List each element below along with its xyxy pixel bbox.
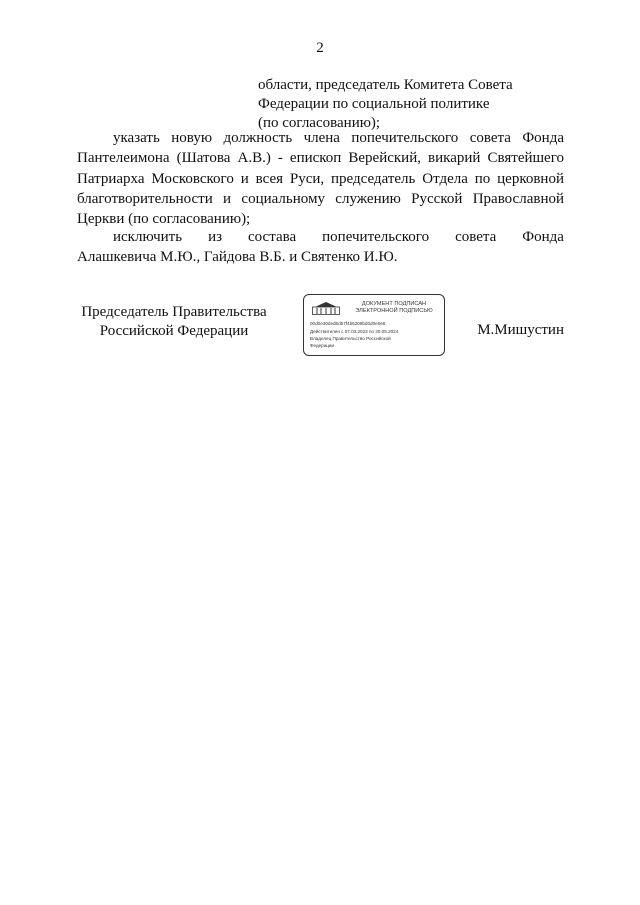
electronic-signature-stamp xyxy=(303,294,445,356)
paragraph-exclude-line-2: Алашкевича М.Ю., Гайдова В.Б. и Святенко И.Ю. xyxy=(77,249,398,266)
paragraph-exclude xyxy=(77,227,564,268)
stamp-owner: Владелец Правительство Российской xyxy=(310,336,391,341)
stamp-title-line-1: ДОКУМЕНТ ПОДПИСАН xyxy=(361,301,427,307)
word: попечительского xyxy=(322,229,430,245)
signer-title-line-2: Российской Федерации xyxy=(99,323,249,339)
paragraph-new-position: указать новую должность члена попечительского совета Фонда Пантелеимона (Шатова А.В.) - епископ Верейский, викарий Святейшего Патриарха Московского и всея Руси, председатель Отдела по церковной благотворительности и социальному служению Русской Православной Церкви (по согласованию); xyxy=(77,130,564,228)
word: из xyxy=(208,229,223,245)
word: Фонда xyxy=(522,229,564,245)
paragraph-exclude-line-1 xyxy=(77,227,564,247)
stamp-validity: Действителен с 07.03.2023 по 30.05.2024 xyxy=(310,329,399,334)
committee-line-3: (по согласованию); xyxy=(258,115,381,131)
word: совета xyxy=(455,229,497,245)
committee-continuation xyxy=(258,76,598,133)
stamp-certificate: 00d0e30ded6d57f4b6208bd0d0e0e6 xyxy=(310,321,386,326)
stamp-owner-line-2: Федерации xyxy=(310,343,335,348)
word: состава xyxy=(248,229,297,245)
committee-line-1: области, председатель Комитета Совета xyxy=(258,77,513,93)
building-emblem-icon xyxy=(312,301,340,315)
word: исключить xyxy=(113,229,183,245)
page-number: 2 xyxy=(316,40,324,56)
stamp-title xyxy=(344,301,444,315)
signer-title-line-1: Председатель Правительства xyxy=(81,304,267,320)
signer-name: М.Мишустин xyxy=(477,322,564,338)
signer-title xyxy=(80,303,268,341)
committee-line-2: Федерации по социальной политике xyxy=(258,96,490,112)
stamp-title-line-2: ЭЛЕКТРОННОЙ ПОДПИСЬЮ xyxy=(355,308,433,314)
